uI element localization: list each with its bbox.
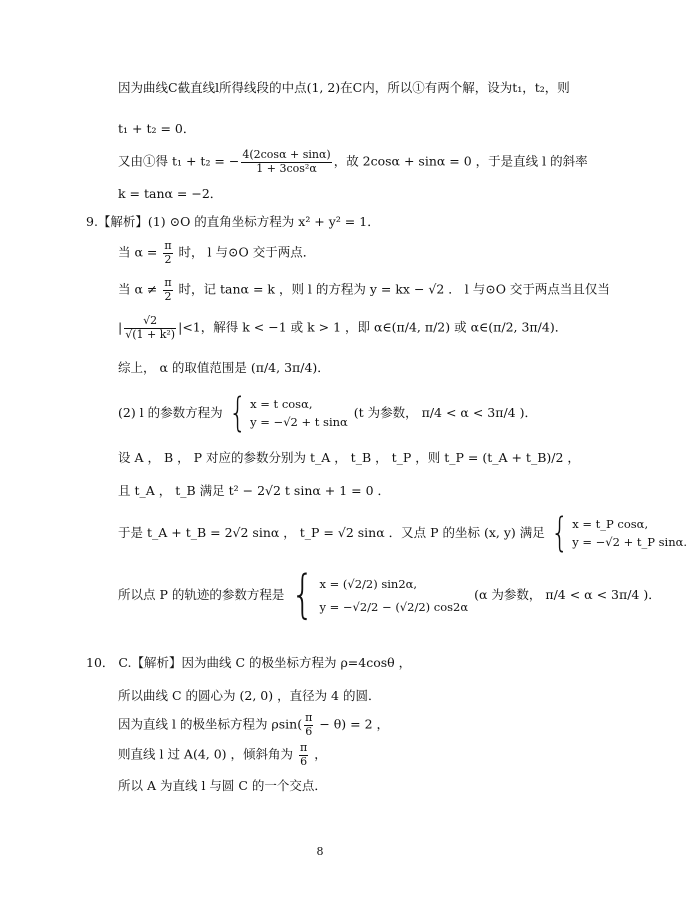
- math-line: [118, 712, 389, 738]
- brace-icon: {: [291, 565, 315, 625]
- text-segment: 时， l 与⊙O 交于两点．: [174, 244, 316, 260]
- text-line: t₁ + t₂ = 0．: [118, 121, 196, 136]
- math-line: [118, 240, 315, 266]
- text-segment: ，故 2cosα + sinα = 0 ，于是直线 l 的斜率: [333, 153, 588, 169]
- fraction-denominator: 1 + 3cos²α: [256, 161, 317, 175]
- math-line: [118, 565, 661, 625]
- system-row: x = t cosα,: [250, 397, 313, 411]
- text-line: 综上， α 的取值范围是 (π/4, 3π/4)．: [118, 360, 330, 375]
- math-line: [118, 390, 537, 436]
- math-line: [118, 315, 567, 341]
- fraction-denominator: 2: [164, 252, 172, 266]
- text-segment: − θ) = 2 ，: [315, 716, 390, 732]
- fraction-numerator: π: [305, 711, 313, 724]
- fraction-numerator: 4(2cosα + sinα): [242, 148, 331, 161]
- fraction-denominator: 2: [164, 289, 172, 303]
- fraction-numerator: π: [164, 276, 172, 289]
- text-segment: 则直线 l 过 A(4, 0) ，倾斜角为: [118, 746, 297, 762]
- equation-system: [286, 565, 469, 625]
- text-segment: (t 为参数， π/4 < α < 3π/4 )．: [349, 404, 537, 420]
- text-segment: 因为直线 l 的极坐标方程为 ρsin(: [118, 716, 303, 732]
- text-segment: 当 α =: [118, 244, 162, 260]
- fraction: [241, 149, 331, 175]
- text-line: 因为曲线C截直线l所得线段的中点(1, 2)在C内，所以①有两个解，设为t₁，t₂，则: [118, 80, 570, 95]
- system-row: y = −√2 + t sinα: [250, 415, 348, 430]
- text-segment: (2) l 的参数方程为: [118, 404, 223, 420]
- section-heading: 10． C.【解析】因为曲线 C 的极坐标方程为 ρ=4cosθ ，: [86, 655, 412, 670]
- text-line: 且 t_A ， t_B 满足 t² − 2√2 t sinα + 1 = 0 ．: [118, 483, 391, 498]
- fraction-numerator: π: [164, 239, 172, 252]
- text-segment: ，: [310, 746, 327, 762]
- math-line: [118, 277, 610, 303]
- fraction-denominator: 6: [300, 754, 308, 768]
- fraction-denominator: √(1 + k²): [125, 327, 176, 341]
- text-segment: (α 为参数， π/4 < α < 3π/4 )．: [470, 586, 661, 602]
- math-line: [118, 149, 588, 175]
- brace-icon: {: [228, 390, 247, 436]
- fraction-denominator: 6: [305, 724, 313, 738]
- text-segment: |: [118, 319, 123, 335]
- fraction-numerator: π: [300, 741, 308, 754]
- fraction: [163, 277, 172, 303]
- text-line: 所以 A 为直线 l 与圆 C 的一个交点．: [118, 778, 327, 793]
- text-line: k = tanα = −2．: [118, 186, 223, 201]
- section-heading: 9.【解析】(1) ⊙O 的直角坐标方程为 x² + y² = 1．: [86, 214, 380, 229]
- fraction: [124, 315, 176, 341]
- system-row: x = t_P cosα,: [572, 517, 649, 531]
- text-segment: 当 α ≠: [118, 281, 162, 297]
- text-segment: 于是 t_A + t_B = 2√2 sinα ， t_P = √2 sinα ．又点 P 的坐标 (x, y) 满足: [118, 524, 545, 540]
- system-row: x = (√2/2) sin2α,: [319, 576, 418, 591]
- equation-system: [225, 390, 348, 436]
- text-segment: 又由①得 t₁ + t₂ = −: [118, 153, 240, 169]
- equation-system: [547, 510, 688, 556]
- system-row: y = −√2 + t_P sinα.: [572, 535, 688, 550]
- text-segment: |<1，解得 k < −1 或 k > 1 ，即 α∈(π/4, π/2) 或 α∈(π/2, 3π/4)．: [178, 319, 568, 335]
- math-line: [118, 742, 327, 768]
- fraction: [299, 742, 308, 768]
- text-segment: 时，记 tanα = k ，则 l 的方程为 y = kx − √2 ． l 与⊙O 交于两点当且仅当: [174, 281, 610, 297]
- fraction: [304, 712, 313, 738]
- text-line: 设 A ， B ， P 对应的参数分别为 t_A ， t_B ， t_P ，则 t_P = (t_A + t_B)/2 ，: [118, 450, 580, 465]
- page-number: 8: [316, 845, 324, 858]
- fraction-numerator: √2: [124, 315, 176, 329]
- math-line: [118, 510, 689, 556]
- system-row: y = −√2/2 − (√2/2) cos2α: [319, 599, 469, 614]
- text-line: 所以曲线 C 的圆心为 (2, 0) ，直径为 4 的圆．: [118, 688, 381, 703]
- brace-icon: {: [550, 510, 569, 556]
- fraction: [163, 240, 172, 266]
- text-segment: 所以点 P 的轨迹的参数方程是: [118, 586, 285, 602]
